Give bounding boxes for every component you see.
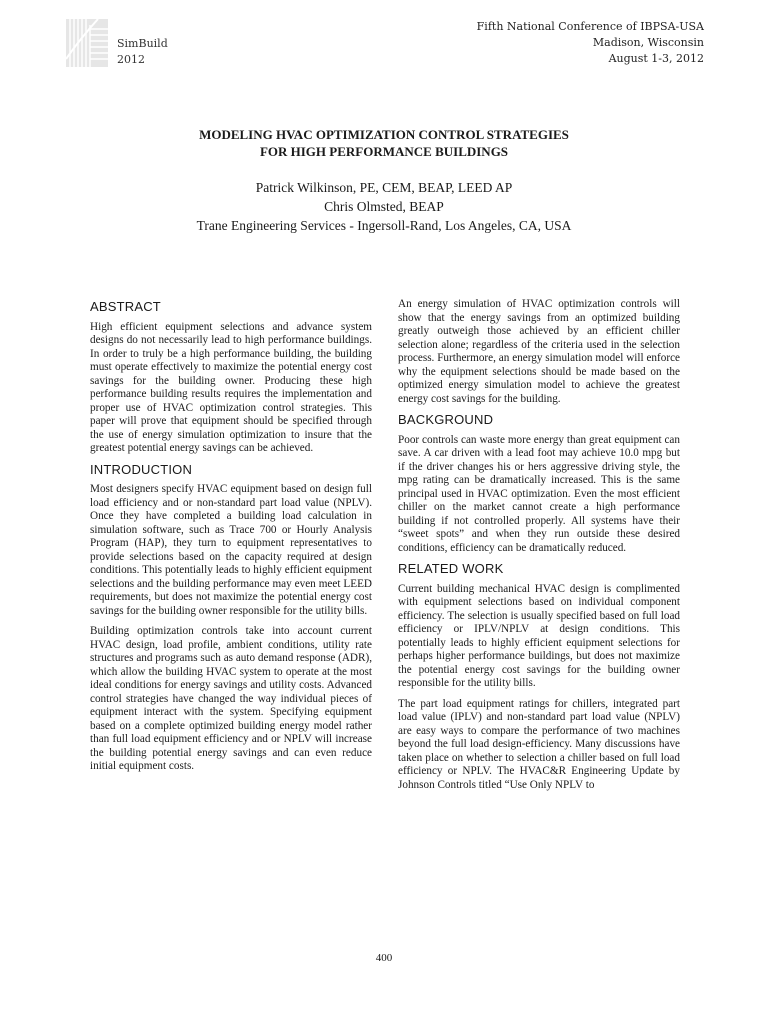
introduction-heading: INTRODUCTION bbox=[90, 461, 193, 477]
author-block bbox=[0, 178, 768, 235]
logo-text bbox=[117, 36, 168, 68]
conference-name: Fifth National Conference of IBPSA-USA bbox=[476, 20, 704, 33]
title-line-2: FOR HIGH PERFORMANCE BUILDINGS bbox=[259, 144, 509, 159]
simbuild-logo bbox=[66, 19, 108, 67]
related-work-paragraph-2: The part load equipment ratings for chillers, integrated part load value (IPLV) and non-standard part load value (NPLV) are easy ways to compare the performance of two machines beyond the full load design-efficiency. Many discussions have taken place on whether to selection a chiller based on full load efficiency or NPLV. The HVAC&R Engineering Update by Johnson Controls titled “Use Only NPLV to bbox=[398, 697, 680, 791]
title-line-1: MODELING HVAC OPTIMIZATION CONTROL STRATEGIES bbox=[199, 127, 569, 142]
related-work-heading: RELATED WORK bbox=[398, 561, 504, 576]
conference-info bbox=[477, 19, 704, 67]
abstract-heading: ABSTRACT bbox=[90, 299, 161, 314]
affiliation: Trane Engineering Services - Ingersoll-Rand, Los Angeles, CA, USA bbox=[196, 218, 572, 233]
background-heading: BACKGROUND bbox=[398, 412, 494, 427]
author-2: Chris Olmsted, BEAP bbox=[324, 199, 444, 214]
paper-title bbox=[0, 126, 768, 160]
introduction-paragraph-2: Building optimization controls take into account current HVAC design, load profile, ambient conditions, utility rate structures and programs such as auto demand response (ADR), which allow the building HVAC system to operate at the most ideal conditions for energy savings and utility costs. Advanced control strategies have changed the way individual pieces of equipment interact with the system. Specifying equipment based on a complete optimized building energy model rather than full load equipment efficiency and or NPLV will increase the building potential energy savings and can even reduce initial equipment costs. bbox=[90, 625, 372, 772]
page-number: 400 bbox=[375, 952, 393, 964]
author-1: Patrick Wilkinson, PE, CEM, BEAP, LEED AP bbox=[255, 180, 513, 195]
introduction-paragraph-1: Most designers specify HVAC equipment based on design full load efficiency and or non-standard part load value (NPLV). Once they have completed a building load calculation in simulation software, such as Trace 700 or Hourly Analysis Program (HAP), they turn to equipment representatives to provide selections based on the capacity required at design conditions. This potentially leads to highly efficient equipment selections and the building performance may even meet LEED requirements, but does not maximize the potential energy cost savings for the building owner responsible for the utility bills. bbox=[90, 483, 372, 617]
logo-line-2: 2012 bbox=[117, 53, 145, 66]
introduction-paragraph-3: An energy simulation of HVAC optimization controls will show that the energy savings from an optimized building greatly outweigh those achieved by an efficient chiller selection alone; regardless of the criteria used in the selection process. Furthermore, an energy simulation model will enforce why the equipment selections should be made based on the optimized energy simulation model to achieve the greatest energy cost savings for the building. bbox=[398, 298, 680, 405]
right-column bbox=[398, 298, 680, 799]
related-work-paragraph-1: Current building mechanical HVAC design is complimented with equipment selections based on individual component efficiency. The selection is usually specified based on full load efficiency or IPLV/NPLV at design conditions. This potentially leads to highly efficient equipment selections for perhaps higher performance buildings, but does not maximize the potential energy cost savings for the building owner responsible for the utility bills. bbox=[398, 582, 680, 689]
logo-line-1: SimBuild bbox=[117, 37, 168, 50]
conference-date: August 1-3, 2012 bbox=[608, 52, 704, 65]
abstract-paragraph: High efficient equipment selections and advance system designs do not necessarily lead to high performance buildings. In order to truly be a high performance building, the building must operate effectively to maximize the potential energy cost savings for the building owner. Producing these high performance building results requires the implementation and proper use of HVAC optimization control strategies. This paper will prove that equipment should be specified through the use of energy simulation optimization to insure that the greatest potential energy savings can be achieved. bbox=[90, 320, 372, 454]
conference-location: Madison, Wisconsin bbox=[592, 36, 704, 49]
background-paragraph: Poor controls can waste more energy than great equipment can save. A car driven with a lead foot may achieve 10.0 mpg but if the driver changes his or hers aggressive driving style, the mpg rating can be dramatically increased. This is the same principal used in HVAC optimization. Even the most efficient chiller on the market cannot create a high performance building if not controlled properly. All systems have their “sweet spots” and when they run outside these desired conditions, efficiency can be dramatically reduced. bbox=[398, 433, 680, 554]
left-column bbox=[90, 298, 372, 781]
